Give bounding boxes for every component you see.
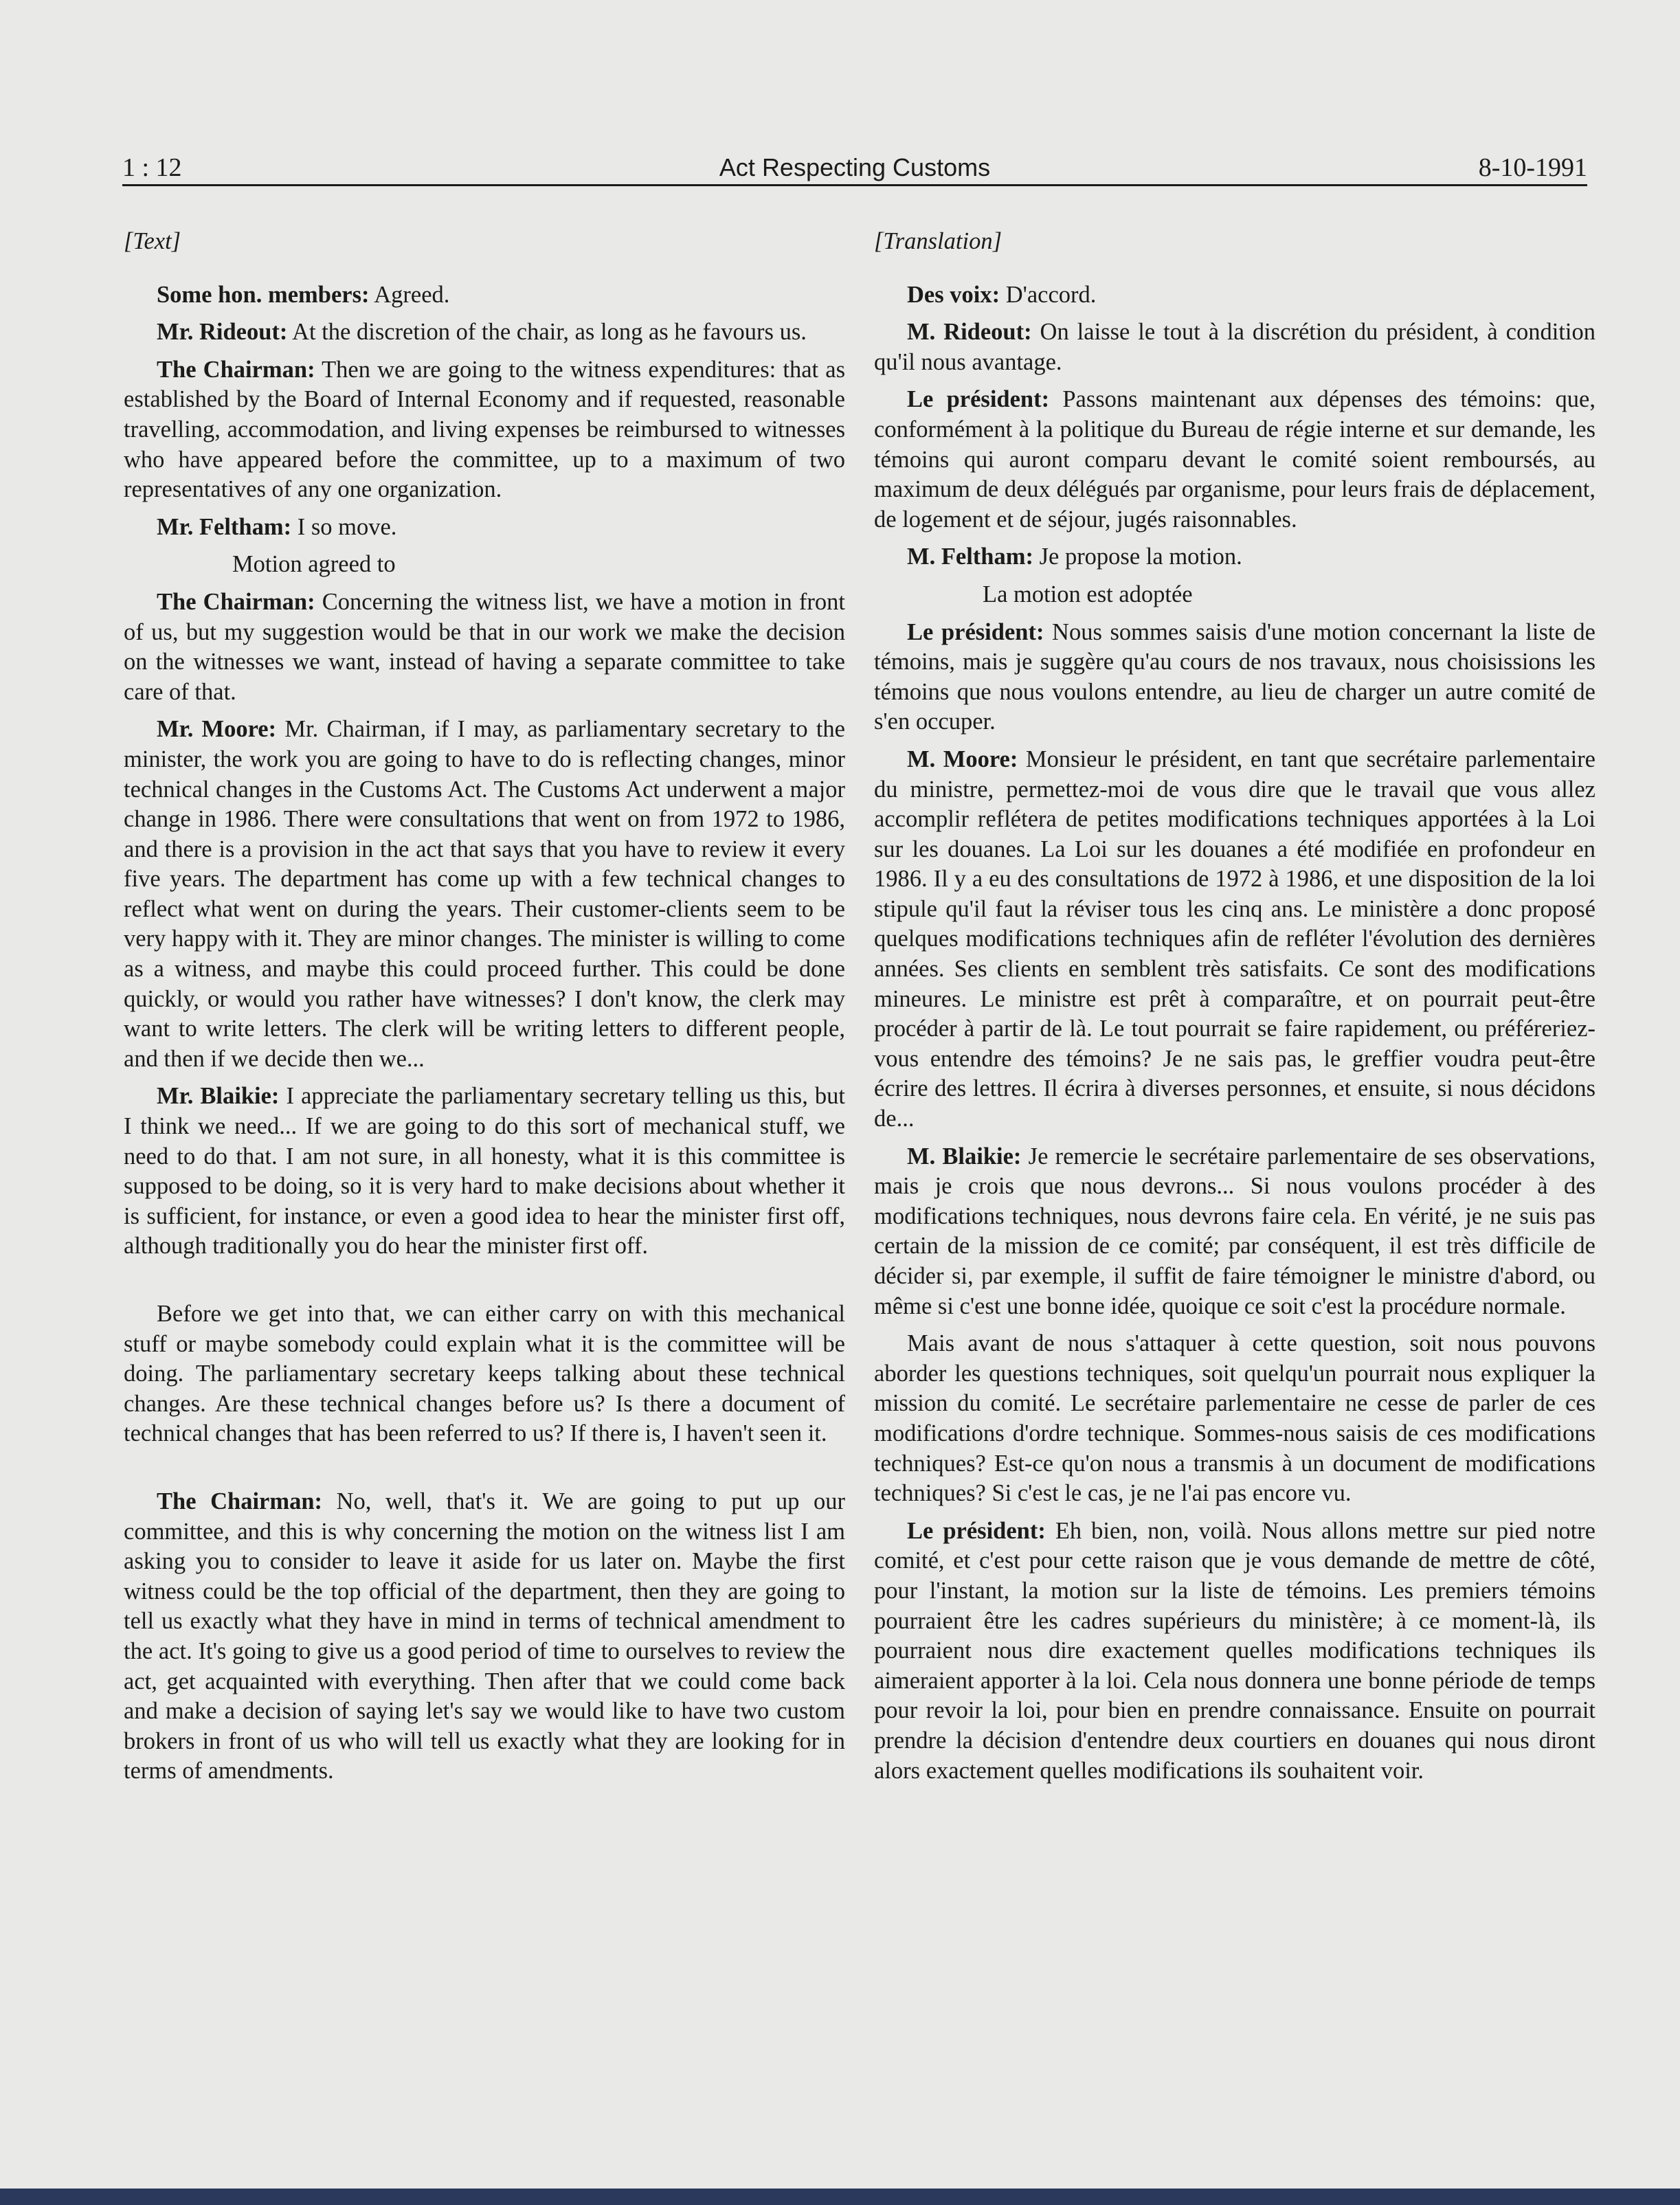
speaker-name: M. Feltham: xyxy=(907,544,1033,570)
speech-text: Concerning the witness list, we have a motion in front of us, but my suggestion would be that in our work we make the decision on the witnesses we want, instead of having a separate committee to take care of that. xyxy=(124,588,845,705)
transcript-paragraph xyxy=(874,1516,1595,1786)
speaker-name: Mr. Feltham: xyxy=(157,513,292,540)
speaker-name: Des voix: xyxy=(907,281,1000,308)
speech-text: Passons maintenant aux dépenses des témoins: que, conformément à la politique du Bureau de régie interne et sur demande, les témoins qui auront comparu devant le comité soient remboursés, au maximum de deux délégués par organisme, pour leurs frais de déplacement, de logement et de séjour, jugés raisonnables. xyxy=(874,386,1595,533)
speech-text: Monsieur le président, en tant que secrétaire parlementaire du ministre, permettez-moi de vous dire que le travail que vous allez accomplir reflétera de petites modifications techniques apportées à la Loi sur les douanes. La Loi sur les douanes a été modifiée en profondeur en 1986. Il y a eu des consultations de 1972 à 1986, et une disposition de la loi stipule qu'il faut la réviser tous les cinq ans. Le ministère a donc proposé quelques modifications techniques afin de refléter l'évolution des dernières années. Ses clients en semblent très satisfaits. Ce sont des modifications mineures. Le ministre est prêt à comparaître, et on pourrait peut-être procéder à partir de là. Le tout pourrait se faire rapidement, ou préféreriez-vous entendre des témoins? Je ne sais pas, le greffier voudra peut-être écrire des lettres. Il écrira à diverses personnes, et ensuite, si nous décidons de... xyxy=(874,746,1595,1132)
transcript-paragraph xyxy=(124,513,845,543)
speaker-name: Some hon. members: xyxy=(157,281,370,308)
french-column xyxy=(874,227,1595,1793)
speaker-name: Le président: xyxy=(907,1517,1046,1544)
transcript-paragraph xyxy=(124,1299,845,1449)
speech-text: At the discretion of the chair, as long as he favours us. xyxy=(287,319,807,346)
speaker-name: The Chairman: xyxy=(157,588,315,615)
column-label: [Translation] xyxy=(874,228,1002,254)
speech-text: I so move. xyxy=(291,513,397,540)
transcript-paragraph xyxy=(124,280,845,311)
speech-text: Before we get into that, we can either carry on with this mechanical stuff or maybe somebody could explain what it is the committee will be doing. The parliamentary secretary keeps talking about these technical changes. Are these technical changes before us? Is there a document of technical changes that has been referred to us? If there is, I haven't seen it. xyxy=(124,1301,845,1447)
speaker-name: The Chairman: xyxy=(157,1488,323,1514)
running-title: Act Respecting Customs xyxy=(719,153,991,181)
column-label: [Text] xyxy=(124,228,181,254)
speaker-name: Le président: xyxy=(907,386,1050,413)
english-column xyxy=(124,227,845,1794)
speech-text: Then we are going to the witness expenditures: that as established by the Board of Internal Economy and if requested, reasonable travelling, accommodation, and living expenses be reimbursed to witnesses who have appeared before the committee, up to a maximum of two representatives of any one organization. xyxy=(124,356,845,503)
transcript-paragraph xyxy=(124,587,845,707)
speaker-name: M. Blaikie: xyxy=(907,1143,1022,1169)
transcript-paragraph xyxy=(874,618,1595,737)
transcript-paragraph xyxy=(124,355,845,505)
motion-result: Motion agreed to xyxy=(232,551,396,578)
transcript-paragraph xyxy=(124,1082,845,1262)
speech-text: Mais avant de nous s'attaquer à cette question, soit nous pouvons aborder les questions techniques, soit quelqu'un pourrait nous expliquer la mission du comité. Le secrétaire parlementaire ne cesse de parler de ces modifications d'ordre technique. Sommes-nous saisis de ces modifications techniques? Est-ce qu'on nous a transmis à un document de modifications techniques? Si c'est le cas, je ne l'ai pas encore vu. xyxy=(874,1330,1595,1507)
speaker-name: M. Moore: xyxy=(907,746,1018,772)
speaker-name: Mr. Blaikie: xyxy=(157,1083,280,1110)
transcript-paragraph xyxy=(124,715,845,1074)
speech-text: Je propose la motion. xyxy=(1033,544,1242,570)
transcript-paragraph xyxy=(874,317,1595,377)
page-number: 1 : 12 xyxy=(122,153,182,182)
speech-text: D'accord. xyxy=(1000,281,1097,308)
transcript-paragraph xyxy=(124,317,845,348)
speaker-name: The Chairman: xyxy=(157,356,315,383)
speaker-name: Le président: xyxy=(907,618,1044,645)
speech-text: On laisse le tout à la discrétion du président, à condition qu'il nous avantage. xyxy=(874,319,1596,375)
motion-result: La motion est adoptée xyxy=(983,581,1193,607)
transcript-paragraph xyxy=(124,1487,845,1787)
transcript-paragraph xyxy=(874,1142,1595,1322)
speech-text: Nous sommes saisis d'une motion concernant la liste de témoins, mais je suggère qu'au cours de nos travaux, nous choisissions les témoins que nous voulons entendre, au lieu de charger un autre comité de s'en occuper. xyxy=(874,618,1595,735)
speaker-name: Mr. Rideout: xyxy=(157,319,288,346)
transcript-paragraph xyxy=(874,280,1595,311)
speaker-name: Mr. Moore: xyxy=(157,716,277,743)
speech-text: No, well, that's it. We are going to put up our committee, and this is why concerning the motion on the witness list I am asking you to consider to leave it aside for us later on. Maybe the first witness could be the top official of the department, then they are going to tell us exactly what they have in mind in terms of technical amendment to the act. It's going to give us a good period of time to ourselves to review the act, get acquainted with everything. Then after that we could come back and make a decision of saying let's say we would like to have two custom brokers in front of us who will tell us exactly what they are looking for in terms of amendments. xyxy=(124,1488,845,1784)
transcript-paragraph xyxy=(874,745,1595,1134)
page-header xyxy=(122,143,1587,186)
transcript-paragraph xyxy=(874,542,1595,572)
header-date: 8-10-1991 xyxy=(1478,153,1587,182)
speech-text: Eh bien, non, voilà. Nous allons mettre sur pied notre comité, et c'est pour cette raison que je vous demande de mettre de côté, pour l'instant, la motion sur la liste de témoins. Les premiers témoins pourraient être les cadres supérieurs du ministère; à ce moment-là, ils pourraient nous dire exactement quelles modifications techniques ils aimeraient apporter à la loi. Cela nous donnera une bonne période de temps pour revoir la loi, pour bien en prendre connaissance. Ensuite on pourrait prendre la décision d'entendre deux courtiers en douanes qui nous diront alors exactement quelles modifications ils souhaitent voir. xyxy=(874,1517,1595,1784)
speech-text: Agreed. xyxy=(369,281,450,308)
book-binding-edge xyxy=(0,2189,1680,2205)
speech-text: Je remercie le secrétaire parlementaire de ses observations, mais je crois que nous devrons... Si nous voulons procéder à des modifications techniques, nous devrons faire cela. En vérité, je ne suis pas certain de la mission de ce comité; par conséquent, il est très difficile de décider si, par exemple, il suffit de faire témoigner le ministre d'abord, ou même si c'est une bonne idée, quoique ce soit c'est la procédure normale. xyxy=(874,1143,1595,1319)
speech-text: I appreciate the parliamentary secretary telling us this, but I think we need... If we are going to do this sort of mechanical stuff, we need to do that. I am not sure, in all honesty, what it is this committee is supposed to be doing, so it is very hard to make decisions about whether it is sufficient, for instance, or even a good idea to hear the minister first off, although traditionally you do hear the minister first off. xyxy=(124,1083,846,1260)
speaker-name: M. Rideout: xyxy=(907,319,1032,346)
transcript-paragraph xyxy=(874,385,1595,535)
transcript-paragraph xyxy=(874,1329,1595,1509)
speech-text: Mr. Chairman, if I may, as parliamentary secretary to the minister, the work you are going to have to do is reflecting changes, minor technical changes in the Customs Act. The Customs Act underwent a major change in 1986. There were consultations that went on from 1972 to 1986, and there is a provision in the act that says that you have to review it every five years. The department has come up with a few technical changes to reflect what went on during the years. Their customer-clients seem to be very happy with it. They are minor changes. The minister is willing to come as a witness, and maybe this could proceed further. This could be done quickly, or would you rather have witnesses? I don't know, the clerk may want to write letters. The clerk will be writing letters to different people, and then if we decide then we... xyxy=(124,716,845,1072)
